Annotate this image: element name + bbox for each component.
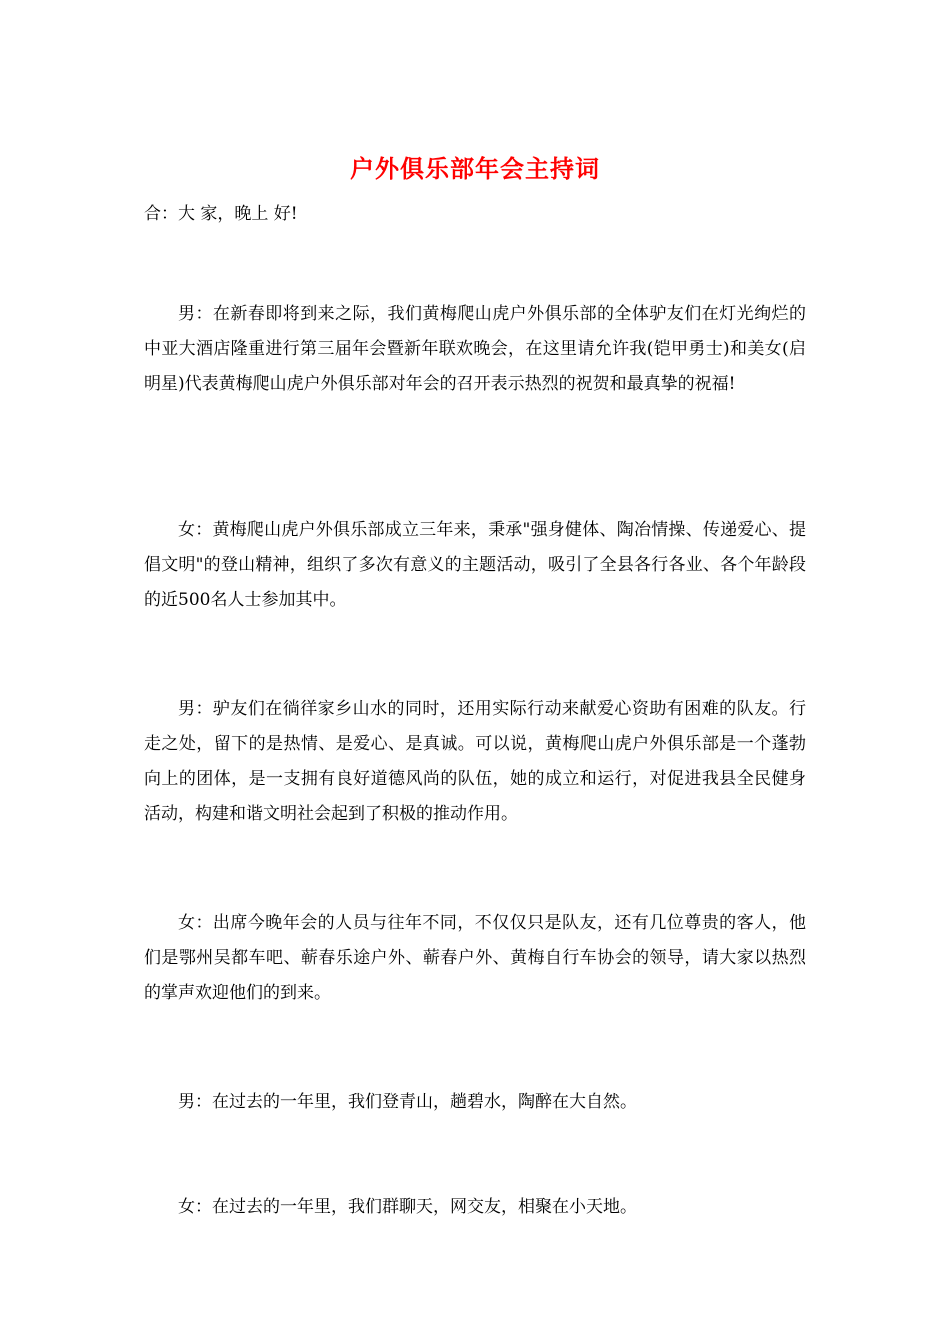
paragraph-male-1: 男：在新春即将到来之际，我们黄梅爬山虎户外俱乐部的全体驴友们在灯光绚烂的中亚大酒店隆重进行第三届年会暨新年联欢晚会，在这里请允许我(铠甲勇士)和美女(启明星)代表黄梅爬山虎户外俱乐部对年会的召开表示热烈的祝贺和最真挚的祝福! xyxy=(144,304,806,394)
document-title: 户外俱乐部年会主持词 xyxy=(350,154,600,183)
paragraph-female-3: 女：在过去的一年里，我们群聊天，网交友，相聚在小天地。 xyxy=(178,1197,637,1217)
paragraph-male-3: 男：在过去的一年里，我们登青山，趟碧水，陶醉在大自然。 xyxy=(178,1092,637,1112)
paragraph-female-1: 女：黄梅爬山虎户外俱乐部成立三年来，秉承"强身健体、陶冶情操、传递爱心、提倡文明"的登山精神，组织了多次有意义的主题活动，吸引了全县各行各业、各个年龄段的近500名人士参加其中。 xyxy=(144,520,806,610)
greeting-line: 合：大 家，晚上 好! xyxy=(144,204,298,224)
paragraph-female-2: 女：出席今晚年会的人员与往年不同，不仅仅只是队友，还有几位尊贵的客人，他们是鄂州吴都车吧、蕲春乐途户外、蕲春户外、黄梅自行车协会的领导，请大家以热烈的掌声欢迎他们的到来。 xyxy=(144,913,806,1003)
paragraph-male-2: 男：驴友们在徜徉家乡山水的同时，还用实际行动来献爱心资助有困难的队友。行走之处，留下的是热情、是爱心、是真诚。可以说，黄梅爬山虎户外俱乐部是一个蓬勃向上的团体，是一支拥有良好道德风尚的队伍，她的成立和运行，对促进我县全民健身活动，构建和谐文明社会起到了积极的推动作用。 xyxy=(144,699,806,824)
